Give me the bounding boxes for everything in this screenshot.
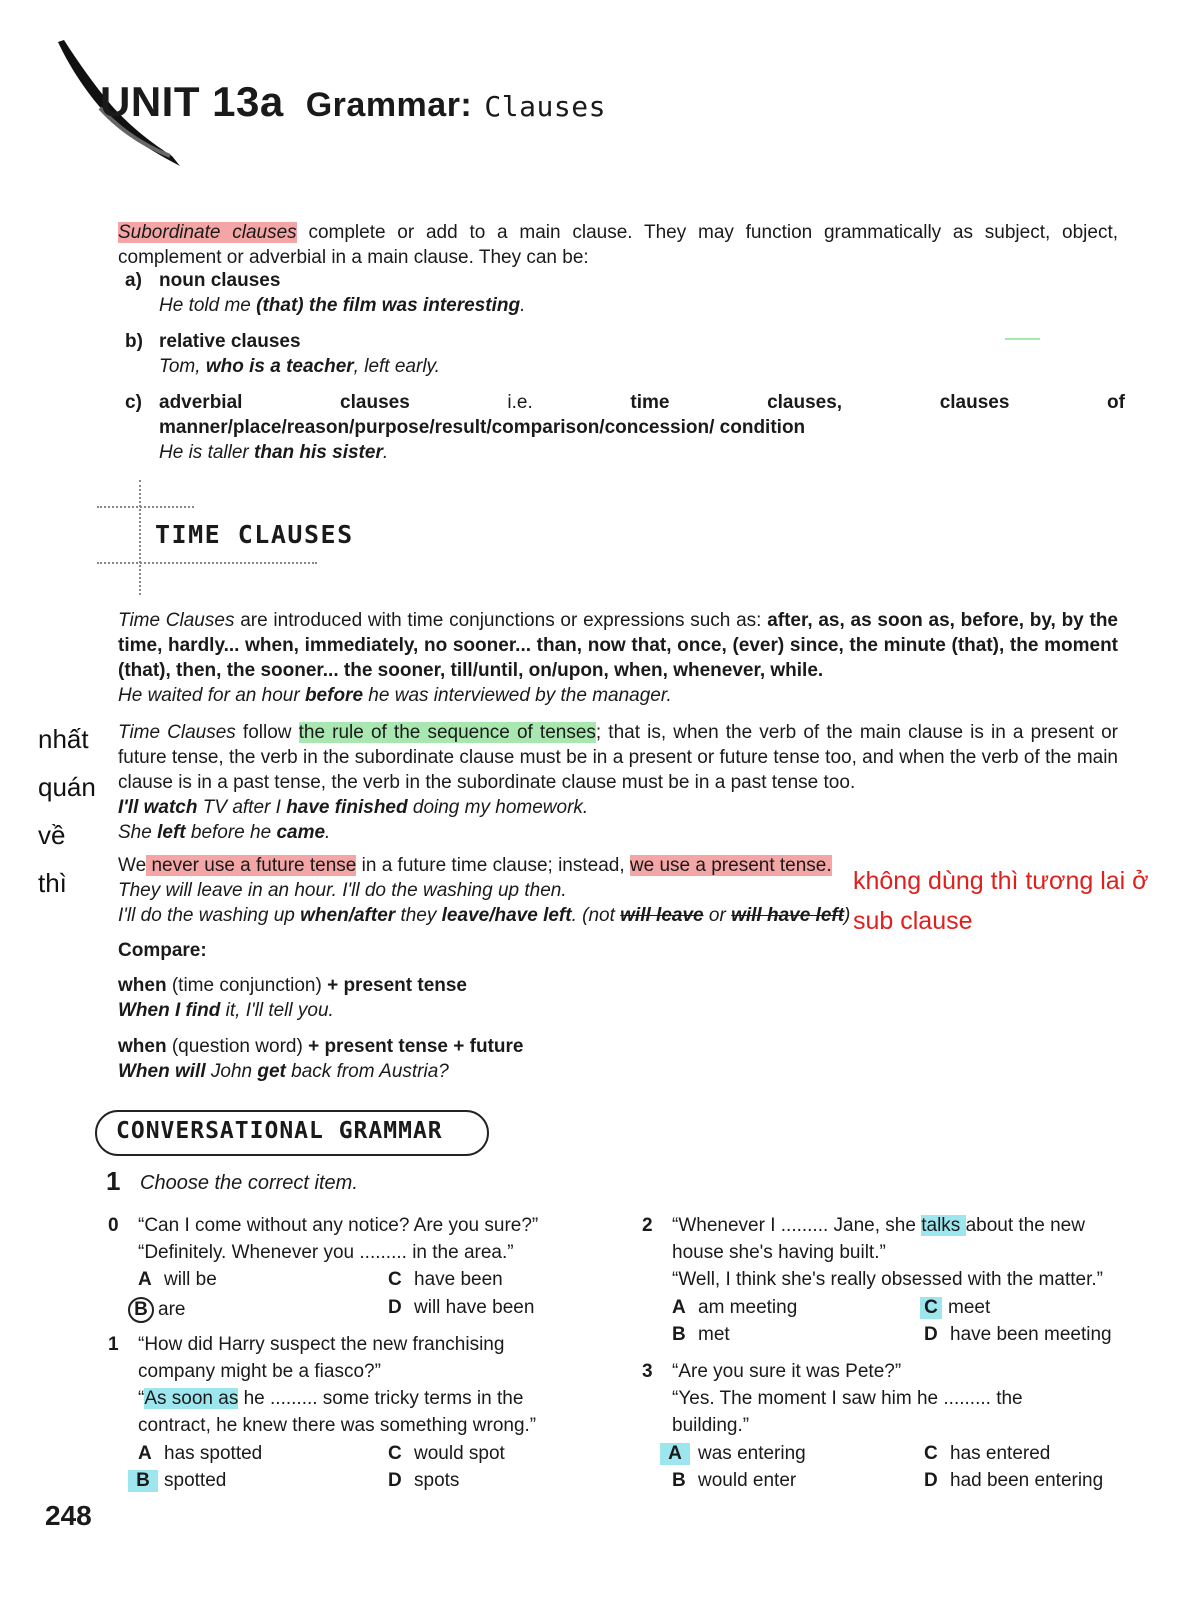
tc3-ex2-b: when/after <box>300 905 396 926</box>
question-0 <box>108 1212 598 1266</box>
ex-b-2: who is a teacher <box>205 356 354 377</box>
clause-type-b <box>125 329 1125 379</box>
unit-title <box>100 78 606 126</box>
option-1-d[interactable] <box>388 1470 459 1492</box>
option-text: had been entering <box>950 1470 1104 1491</box>
option-2-d[interactable] <box>924 1324 1112 1346</box>
option-1-a[interactable] <box>138 1443 262 1465</box>
tc1-c: after, as, as soon as, before, by, by the time, hardly... when, immediately, no sooner... than, now that, once, (ever) since, the minute (that), the moment (that), then, the sooner... the sooner, till/until, on/upon, when, whenever, while. <box>118 610 1118 681</box>
exercise-instruction: Choose the correct item. <box>140 1172 358 1194</box>
side-note-line: nhất <box>38 724 89 754</box>
question-number: 2 <box>642 1215 653 1236</box>
red-note-line-1: không dùng thì tương lai ở <box>853 867 1149 895</box>
option-letter: B <box>672 1470 686 1491</box>
time-clauses-paragraph-2 <box>118 720 1118 845</box>
cmp-r2-ex-a: When will <box>118 1061 206 1082</box>
option-0-c[interactable] <box>388 1269 503 1291</box>
option-1-c[interactable] <box>388 1443 505 1465</box>
tc1-a: Time Clauses <box>118 610 235 631</box>
option-text: spots <box>414 1470 460 1491</box>
option-letter: B <box>672 1324 686 1345</box>
question-line: “Yes. The moment I saw him he ......... the <box>672 1388 1023 1409</box>
tc2-ex2-c: before he <box>185 822 277 843</box>
tc2-c: ; that is, when the verb of the main clause is in a present or future tense, the verb in the subordinate clause must be in a present or future tense too, and when the verb of the main clause is in a past tense, the verb in the subordinate clause must be in a past tense too. <box>118 722 1118 793</box>
option-letter-highlighted: A <box>660 1443 690 1465</box>
title-c-1: adverbial clauses <box>159 392 410 413</box>
tc2-ex1-b: TV after I <box>197 797 287 818</box>
option-3-d[interactable] <box>924 1470 1103 1492</box>
option-text: meet <box>948 1297 991 1318</box>
option-2-a[interactable] <box>672 1297 797 1319</box>
tc3-b: in a future time clause; instead, <box>356 855 630 876</box>
tc3-ex2-g: or <box>703 905 732 926</box>
cmp-r2-c: + present tense + future <box>308 1036 524 1057</box>
highlight-sequence: the rule of the sequence of tenses <box>298 722 596 743</box>
exercise-number: 1 <box>106 1166 121 1196</box>
intro-paragraph <box>118 220 1118 270</box>
red-note <box>853 861 1149 941</box>
page-number: 248 <box>45 1500 92 1531</box>
ex-a-3: . <box>520 295 526 316</box>
option-3-a[interactable] <box>660 1443 806 1465</box>
title-b: relative clauses <box>159 331 301 352</box>
question-line: “Whenever I ......... Jane, she <box>672 1215 922 1236</box>
option-text: have been meeting <box>950 1324 1112 1345</box>
time-clauses-heading: TIME CLAUSES <box>155 520 354 549</box>
ex-b-1: Tom, <box>159 356 206 377</box>
tc1-ex-a: He waited for an hour <box>118 685 305 706</box>
highlight-talks: talks <box>921 1215 966 1236</box>
clause-type-c <box>125 390 1125 465</box>
option-1-b[interactable] <box>128 1470 226 1492</box>
tc3-ex2-c: they <box>395 905 442 926</box>
tc1-ex-b: before <box>304 685 364 706</box>
cmp-r1-ex-a: When I find <box>118 1000 221 1021</box>
ex-a-1: He told me <box>159 295 257 316</box>
cmp-r1-b: (time conjunction) <box>166 975 328 996</box>
question-line: “Well, I think she's really obsessed with the matter.” <box>672 1269 1103 1290</box>
unit-topic: Clauses <box>484 90 606 123</box>
tc2-ex1-d: doing my homework. <box>407 797 589 818</box>
option-2-c[interactable] <box>920 1297 990 1319</box>
option-text: has entered <box>950 1443 1051 1464</box>
option-0-d[interactable] <box>388 1297 534 1319</box>
dotted-line <box>97 506 194 508</box>
option-3-c[interactable] <box>924 1443 1050 1465</box>
time-clauses-paragraph-1 <box>118 608 1118 708</box>
question-line: “ <box>138 1388 145 1409</box>
dotted-line <box>139 480 141 595</box>
option-text: met <box>698 1324 730 1345</box>
cmp-r2-ex-b: John <box>205 1061 258 1082</box>
dotted-line <box>97 562 317 564</box>
compare-title: Compare: <box>118 940 207 961</box>
question-1 <box>108 1331 590 1439</box>
question-number: 0 <box>108 1215 119 1236</box>
question-line: “Are you sure it was Pete?” <box>672 1361 902 1382</box>
option-2-b[interactable] <box>672 1324 730 1346</box>
option-text: spotted <box>164 1470 227 1491</box>
cmp-r1-a: when <box>118 975 167 996</box>
intro-text: complete or add to a main clause. They may function grammatically as subject, object, complement or adverbial in a main clause. They can be: <box>118 222 1118 268</box>
question-line: company might be a fiasco?” <box>138 1361 381 1382</box>
label-a: a) <box>125 270 142 291</box>
cmp-r2-a: when <box>118 1036 167 1057</box>
option-text: would spot <box>414 1443 505 1464</box>
tc2-ex2-a: She <box>118 822 158 843</box>
option-letter: D <box>924 1470 938 1491</box>
tc2-ex1-a: I'll watch <box>118 797 198 818</box>
tc3-ex2-f: will leave <box>620 905 704 926</box>
label-b: b) <box>125 331 143 352</box>
cmp-r1-c: + present tense <box>327 975 467 996</box>
option-letter: A <box>672 1297 686 1318</box>
option-0-b[interactable] <box>132 1297 185 1323</box>
option-text: are <box>158 1299 186 1320</box>
tc2-b: follow <box>235 722 299 743</box>
tc3-ex2-i: ) <box>844 905 851 926</box>
option-3-b[interactable] <box>672 1470 796 1492</box>
question-3 <box>642 1358 1124 1439</box>
tc1-b: are introduced with time conjunctions or expressions such as: <box>234 610 768 631</box>
question-line: he ......... some tricky terms in the <box>238 1388 524 1409</box>
highlight-subordinate: Subordinate clauses <box>118 222 297 243</box>
tc2-a: Time Clauses <box>118 722 236 743</box>
option-letter: C <box>388 1443 402 1464</box>
red-note-line-2: sub clause <box>853 907 973 935</box>
question-number: 1 <box>108 1334 119 1355</box>
option-letter-highlighted: C <box>920 1297 942 1319</box>
highlight-as-soon-as: As soon as <box>144 1388 239 1409</box>
option-letter: D <box>924 1324 938 1345</box>
tc3-ex1: They will leave in an hour. I'll do the washing up then. <box>118 880 567 901</box>
option-text: will have been <box>414 1297 535 1318</box>
tc2-ex1-c: have finished <box>286 797 408 818</box>
option-letter: C <box>924 1443 938 1464</box>
option-letter: A <box>138 1269 152 1290</box>
section-title: CONVERSATIONAL GRAMMAR <box>116 1118 443 1144</box>
cmp-r1-ex-b: it, I'll tell you. <box>220 1000 334 1021</box>
question-line: “Can I come without any notice? Are you sure?” <box>138 1215 539 1236</box>
option-text: would enter <box>698 1470 797 1491</box>
unit-number: UNIT 13a <box>100 78 284 125</box>
green-mark <box>1005 338 1040 340</box>
question-line: building.” <box>672 1415 750 1436</box>
time-clauses-paragraph-3 <box>118 853 858 928</box>
cmp-r2-ex-d: back from Austria? <box>285 1061 449 1082</box>
question-2 <box>642 1212 1124 1293</box>
highlight-present-tense: we use a present tense. <box>629 855 832 876</box>
title-c-3: time clauses, clauses of manner/place/reason/purpose/result/comparison/concession/ condition <box>159 392 1125 438</box>
question-line: “Definitely. Whenever you ......... in the area.” <box>138 1242 514 1263</box>
title-a: noun clauses <box>159 270 281 291</box>
ex-c-1: He is taller <box>159 442 255 463</box>
ex-c-2: than his sister <box>254 442 383 463</box>
side-note-line: về <box>38 820 66 850</box>
side-note <box>38 715 96 907</box>
tc3-ex2-e: . (not <box>571 905 621 926</box>
question-line: house she's having built.” <box>672 1242 886 1263</box>
question-line: contract, he knew there was something wrong.” <box>138 1415 537 1436</box>
option-text: was entering <box>698 1443 806 1464</box>
option-letter-highlighted: B <box>128 1470 158 1492</box>
ex-c-3: . <box>382 442 389 463</box>
option-text: has spotted <box>164 1443 263 1464</box>
option-letter-circled: B <box>128 1297 154 1323</box>
question-number: 3 <box>642 1361 653 1382</box>
tc3-a: We <box>118 855 147 876</box>
option-letter: D <box>388 1470 402 1491</box>
label-c: c) <box>125 392 142 413</box>
cmp-r2-ex-c: get <box>257 1061 286 1082</box>
compare-section <box>118 938 918 1084</box>
grammar-label: Grammar: <box>305 86 473 124</box>
tc3-ex2-d: leave/have left <box>441 905 572 926</box>
question-line: “How did Harry suspect the new franchising <box>138 1334 505 1355</box>
title-c-2: i.e. <box>409 392 631 413</box>
option-letter: D <box>388 1297 402 1318</box>
tc3-ex2-h: will have left <box>731 905 845 926</box>
option-0-a[interactable] <box>138 1269 217 1291</box>
option-letter: A <box>138 1443 152 1464</box>
ex-b-3: , left early. <box>353 356 440 377</box>
tc2-ex2-e: . <box>325 822 331 843</box>
tc2-ex2-b: left <box>157 822 186 843</box>
side-note-line: quán <box>38 772 96 802</box>
clause-type-a <box>125 268 1125 318</box>
question-line: about the new <box>965 1215 1085 1236</box>
ex-a-2: (that) the film was interesting <box>256 295 521 316</box>
tc2-ex2-d: came <box>276 822 326 843</box>
option-letter: C <box>388 1269 402 1290</box>
highlight-never-future: never use a future tense <box>146 855 357 876</box>
option-text: am meeting <box>698 1297 798 1318</box>
cmp-r2-b: (question word) <box>166 1036 309 1057</box>
option-text: have been <box>414 1269 503 1290</box>
side-note-line: thì <box>38 868 67 898</box>
tc1-ex-c: he was interviewed by the manager. <box>363 685 672 706</box>
option-text: will be <box>164 1269 217 1290</box>
tc3-ex2-a: I'll do the washing up <box>118 905 301 926</box>
